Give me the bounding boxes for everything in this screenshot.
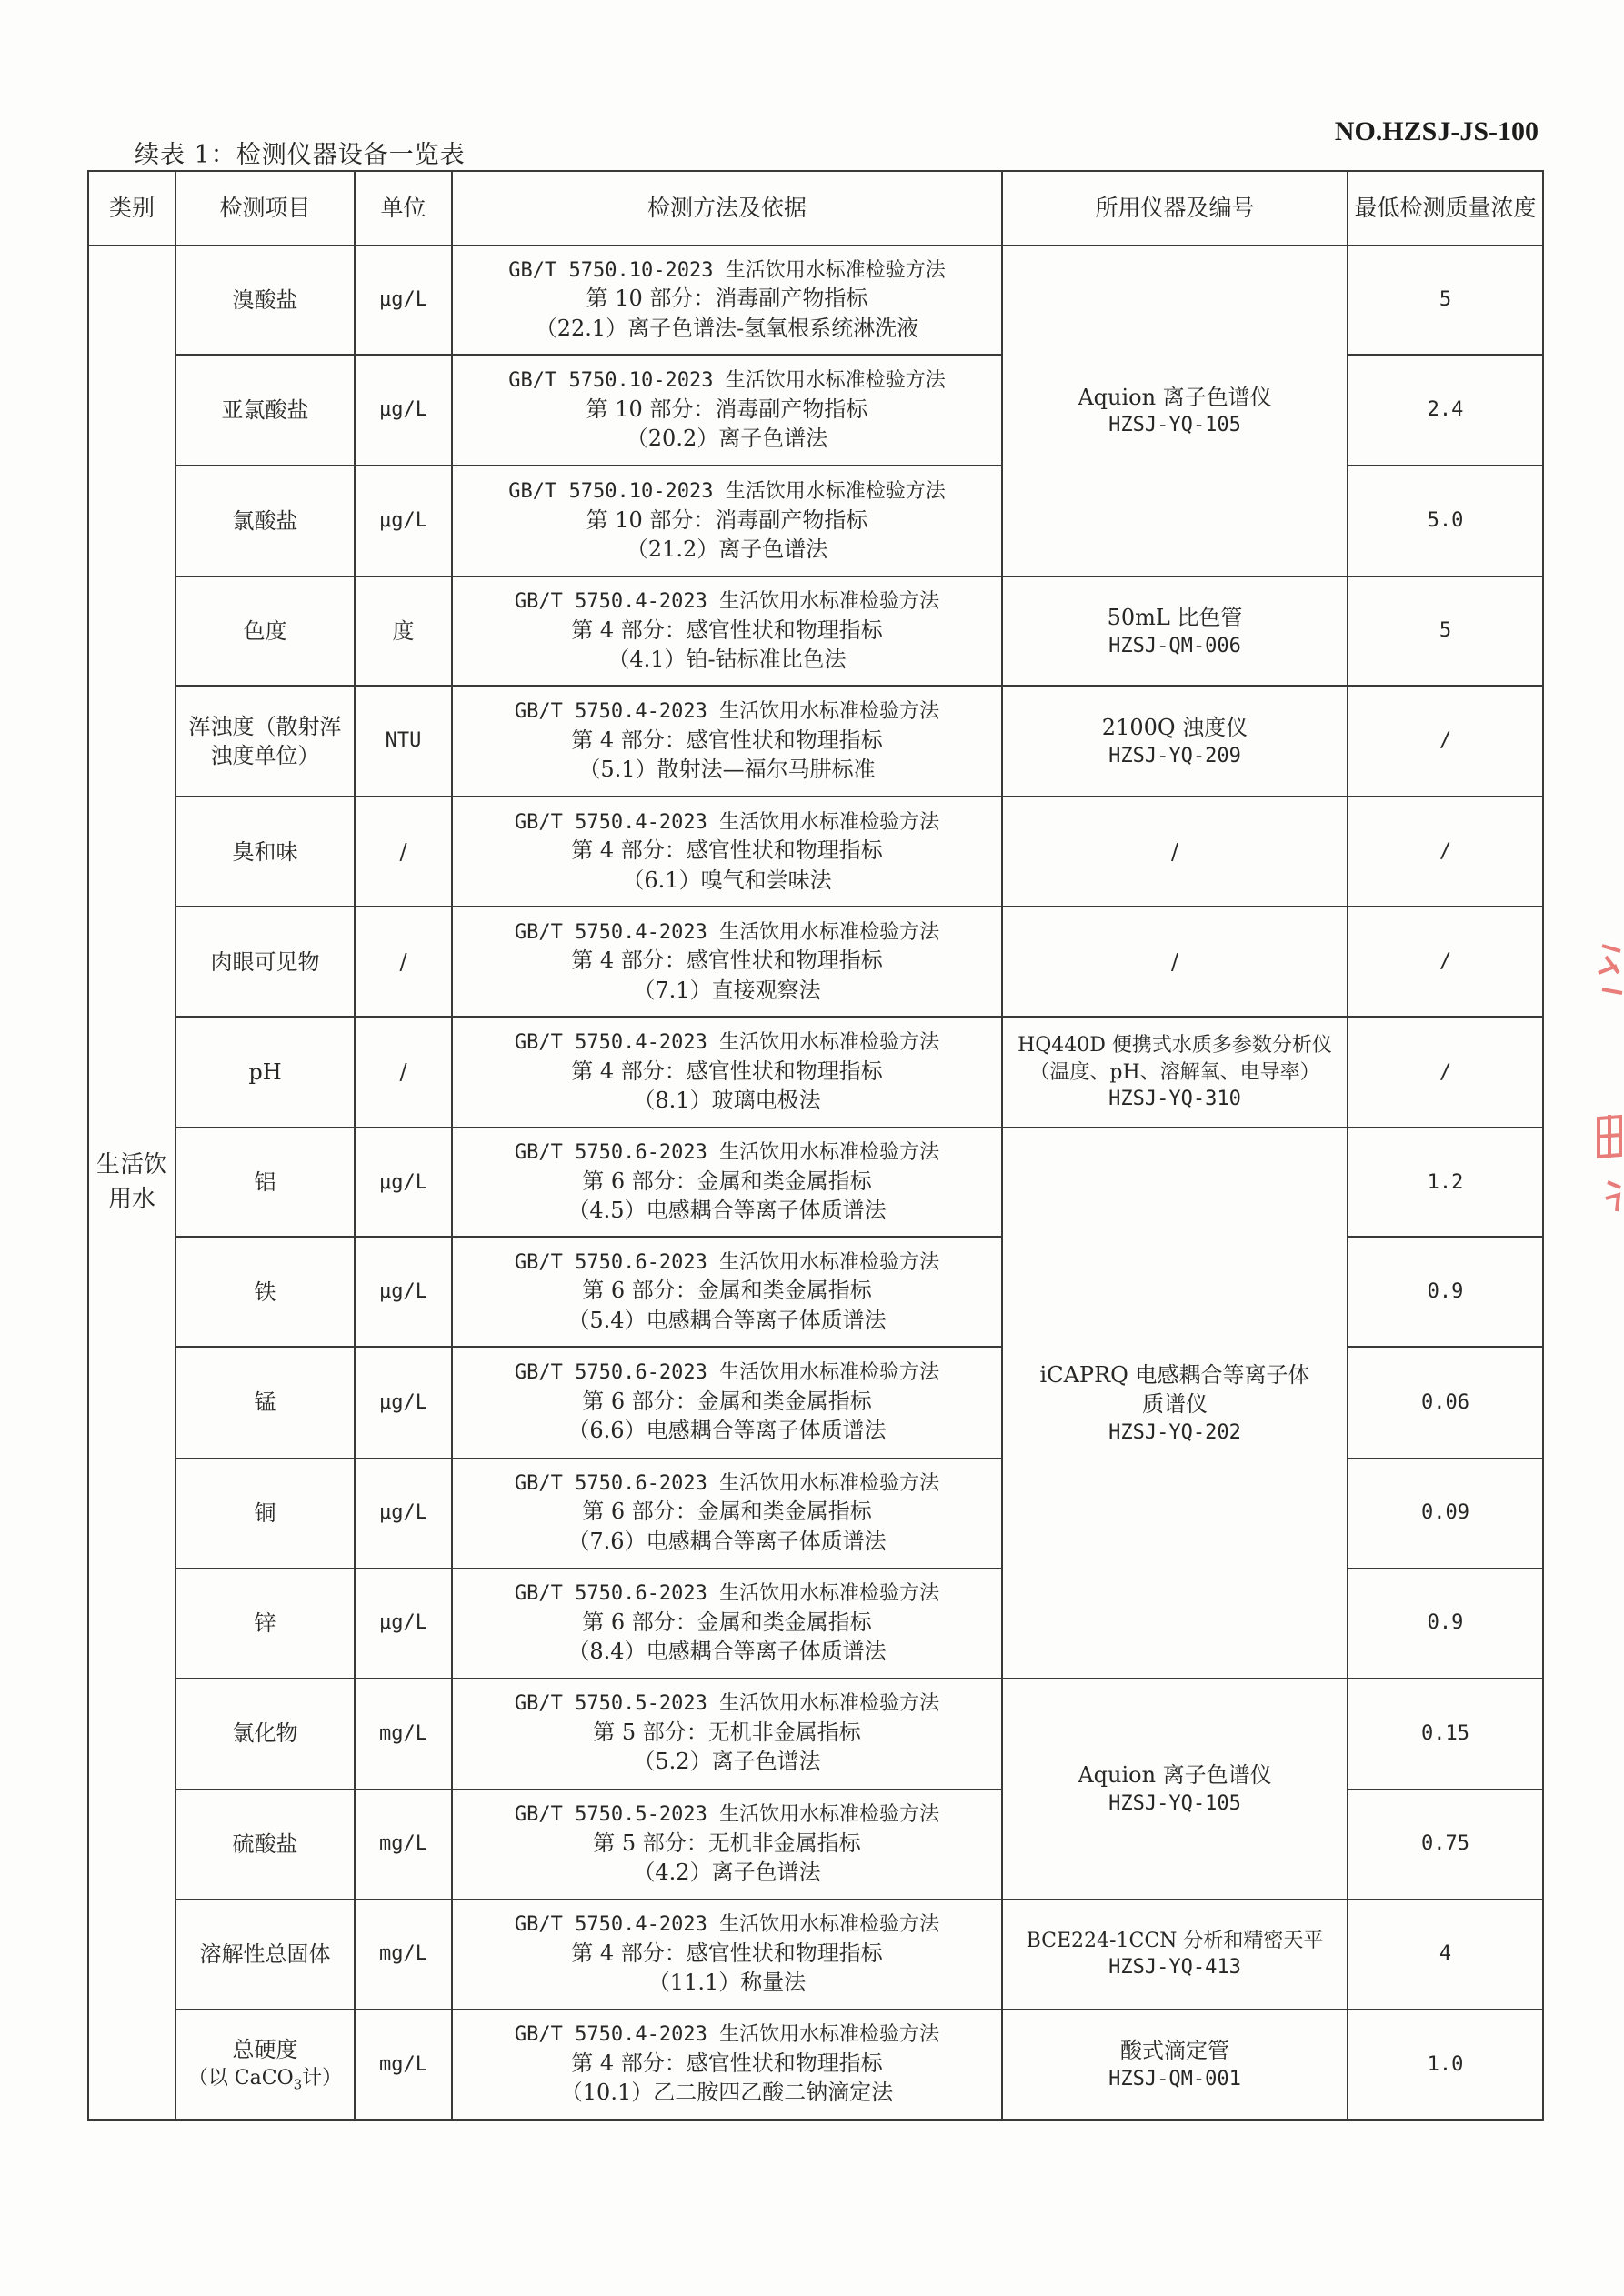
instrument-name: iCAPRQ 电感耦合等离子体 [1039, 1361, 1310, 1388]
table-row [88, 686, 1543, 797]
method-standard: GB/T 5750.10-2023 生活饮用水标准检验方法 [508, 368, 946, 392]
method-part: 第 10 部分：消毒副产物指标 [586, 506, 868, 533]
method-standard: GB/T 5750.4-2023 生活饮用水标准检验方法 [514, 1912, 940, 1936]
method-standard: GB/T 5750.4-2023 生活饮用水标准检验方法 [514, 2023, 940, 2047]
method-part: 第 6 部分：金属和类金属指标 [582, 1168, 872, 1194]
method-cell [452, 1569, 1002, 1679]
method-standard: GB/T 5750.6-2023 生活饮用水标准检验方法 [514, 1581, 940, 1605]
method-part: 第 6 部分：金属和类金属指标 [582, 1499, 872, 1525]
limit-cell: / [1348, 797, 1543, 907]
limit-cell: 1.2 [1348, 1128, 1543, 1237]
limit-cell: 4 [1348, 1900, 1543, 2010]
method-part: 第 5 部分：无机非金属指标 [593, 1719, 861, 1746]
method-clause: （22.1）离子色谱法-氢氧根系统淋洗液 [535, 315, 919, 341]
limit-cell: 0.06 [1348, 1347, 1543, 1458]
header-instrument: 所用仪器及编号 [1002, 171, 1348, 246]
method-standard: GB/T 5750.4-2023 生活饮用水标准检验方法 [514, 810, 940, 834]
unit-cell: mg/L [355, 1900, 452, 2010]
header-limit: 最低检测质量浓度 [1348, 171, 1543, 246]
method-cell [452, 1237, 1002, 1347]
method-standard: GB/T 5750.6-2023 生活饮用水标准检验方法 [514, 1141, 940, 1165]
method-cell [452, 1128, 1002, 1237]
method-part: 第 10 部分：消毒副产物指标 [586, 286, 868, 312]
item-cell: 亚氯酸盐 [175, 355, 355, 466]
method-clause: （4.5）电感耦合等离子体质谱法 [567, 1198, 887, 1224]
instrument-code: HZSJ-YQ-202 [1108, 1420, 1241, 1444]
method-clause: （11.1）称量法 [647, 1970, 807, 1996]
item-cell: 氯酸盐 [175, 466, 355, 577]
method-cell [452, 1017, 1002, 1128]
seal-fragment [1599, 946, 1622, 1211]
instrument-cell [1002, 577, 1348, 686]
unit-cell: 度 [355, 577, 452, 686]
method-clause: （6.6）电感耦合等离子体质谱法 [567, 1418, 887, 1444]
method-standard: GB/T 5750.4-2023 生活饮用水标准检验方法 [514, 1031, 940, 1055]
unit-cell: mg/L [355, 1679, 452, 1790]
method-cell [452, 2010, 1002, 2120]
table-row [88, 2010, 1543, 2120]
item-cell: 肉眼可见物 [175, 907, 355, 1017]
item-cell: pH [175, 1017, 355, 1128]
unit-cell: / [355, 907, 452, 1017]
method-part: 第 4 部分：感官性状和物理指标 [571, 947, 883, 974]
item-cell: 硫酸盐 [175, 1790, 355, 1900]
unit-cell: / [355, 797, 452, 907]
method-clause: （5.4）电感耦合等离子体质谱法 [567, 1307, 887, 1333]
method-standard: GB/T 5750.5-2023 生活饮用水标准检验方法 [514, 1692, 940, 1716]
method-part: 第 4 部分：感官性状和物理指标 [571, 837, 883, 864]
instrument-name: 50mL 比色管 [1107, 605, 1243, 631]
method-cell [452, 1900, 1002, 2010]
limit-cell: 5 [1348, 246, 1543, 355]
method-part: 第 4 部分：感官性状和物理指标 [571, 1058, 883, 1084]
limit-cell: 0.15 [1348, 1679, 1543, 1790]
header-unit: 单位 [355, 171, 452, 246]
table-row [88, 907, 1543, 1017]
method-clause: （8.1）玻璃电极法 [633, 1088, 821, 1114]
header-item: 检测项目 [175, 171, 355, 246]
unit-cell: μg/L [355, 246, 452, 355]
limit-cell: 0.09 [1348, 1459, 1543, 1569]
instrument-code: HZSJ-YQ-105 [1108, 414, 1241, 437]
instrument-cell [1002, 1017, 1348, 1128]
unit-cell: μg/L [355, 466, 452, 577]
instrument-name: 酸式滴定管 [1120, 2038, 1229, 2064]
item-cell: 臭和味 [175, 797, 355, 907]
method-standard: GB/T 5750.6-2023 生活饮用水标准检验方法 [514, 1250, 940, 1274]
instrument-cell [1002, 1128, 1348, 1678]
method-standard: GB/T 5750.4-2023 生活饮用水标准检验方法 [514, 589, 940, 613]
item-note [182, 2065, 348, 2094]
item-cell: 锌 [175, 1569, 355, 1679]
unit-cell: / [355, 1017, 452, 1128]
item-cell: 铜 [175, 1459, 355, 1569]
method-cell [452, 466, 1002, 577]
document-number: NO.HZSJ-JS-100 [1334, 116, 1539, 146]
method-standard: GB/T 5750.10-2023 生活饮用水标准检验方法 [508, 258, 946, 282]
method-clause: （4.2）离子色谱法 [633, 1860, 821, 1886]
category-cell: 生活饮用水 [88, 246, 175, 2120]
method-part: 第 6 部分：金属和类金属指标 [582, 1388, 872, 1414]
item-cell: 溶解性总固体 [175, 1900, 355, 2010]
instrument-code: HZSJ-QM-006 [1108, 634, 1241, 657]
method-part: 第 4 部分：感官性状和物理指标 [571, 727, 883, 753]
method-clause: （7.1）直接观察法 [633, 977, 821, 1003]
method-cell [452, 1679, 1002, 1790]
item-cell: 铁 [175, 1237, 355, 1347]
limit-cell: 0.9 [1348, 1569, 1543, 1679]
instrument-cell [1002, 1900, 1348, 2010]
method-clause: （4.1）铂-钴标准比色法 [607, 647, 847, 672]
item-name: 总硬度 [232, 2037, 298, 2063]
item-note-subscript: 3 [293, 2076, 303, 2093]
item-cell: 氯化物 [175, 1679, 355, 1790]
method-cell [452, 1347, 1002, 1458]
instrument-code: HZSJ-YQ-310 [1108, 1088, 1241, 1111]
instrument-cell [1002, 246, 1348, 577]
method-clause: （6.1）嗅气和尝味法 [622, 867, 832, 893]
item-cell: 溴酸盐 [175, 246, 355, 355]
method-cell [452, 577, 1002, 686]
instrument-name: Aquion 离子色谱仪 [1078, 385, 1272, 411]
limit-cell: 5 [1348, 577, 1543, 686]
limit-cell: 1.0 [1348, 2010, 1543, 2120]
instrument-code: HZSJ-YQ-105 [1108, 1791, 1241, 1815]
method-part: 第 4 部分：感官性状和物理指标 [571, 1940, 883, 1966]
limit-cell: / [1348, 686, 1543, 797]
item-cell: 浑浊度（散射浑浊度单位） [175, 686, 355, 797]
unit-cell: μg/L [355, 1128, 452, 1237]
unit-cell: μg/L [355, 1237, 452, 1347]
method-part: 第 10 部分：消毒副产物指标 [586, 396, 868, 422]
instrument-cell: / [1002, 797, 1348, 907]
limit-cell: / [1348, 907, 1543, 1017]
limit-cell: 5.0 [1348, 466, 1543, 577]
instrument-cell [1002, 686, 1348, 797]
method-standard: GB/T 5750.10-2023 生活饮用水标准检验方法 [508, 479, 946, 503]
table-row [88, 577, 1543, 686]
method-cell [452, 686, 1002, 797]
method-clause: （21.2）离子色谱法 [626, 536, 828, 562]
instrument-code: HZSJ-YQ-209 [1108, 744, 1241, 767]
item-cell: 铝 [175, 1128, 355, 1237]
table-row [88, 246, 1543, 355]
table-row [88, 1017, 1543, 1128]
unit-cell: mg/L [355, 1790, 452, 1900]
equipment-table [87, 170, 1544, 2121]
item-cell: 锰 [175, 1347, 355, 1458]
instrument-code: HZSJ-QM-001 [1108, 2067, 1241, 2090]
method-cell [452, 246, 1002, 355]
method-clause: （10.1）乙二胺四乙酸二钠滴定法 [560, 2080, 894, 2106]
method-part: 第 5 部分：无机非金属指标 [593, 1830, 861, 1856]
unit-cell: NTU [355, 686, 452, 797]
method-clause: （5.1）散射法—福尔马肼标准 [578, 757, 876, 783]
method-part: 第 6 部分：金属和类金属指标 [582, 1278, 872, 1304]
method-standard: GB/T 5750.6-2023 生活饮用水标准检验方法 [514, 1361, 940, 1385]
table-row [88, 1900, 1543, 2010]
header-row [88, 171, 1543, 246]
unit-cell: μg/L [355, 1347, 452, 1458]
unit-cell: μg/L [355, 1459, 452, 1569]
method-standard: GB/T 5750.4-2023 生活饮用水标准检验方法 [514, 699, 940, 723]
method-clause: （5.2）离子色谱法 [633, 1749, 821, 1775]
instrument-name: BCE224-1CCN 分析和精密天平 [1026, 1929, 1324, 1952]
limit-cell: / [1348, 1017, 1543, 1128]
method-standard: GB/T 5750.5-2023 生活饮用水标准检验方法 [514, 1802, 940, 1826]
limit-cell: 0.9 [1348, 1237, 1543, 1347]
instrument-name: Aquion 离子色谱仪 [1078, 1762, 1272, 1789]
limit-cell: 2.4 [1348, 355, 1543, 466]
table-row [88, 797, 1543, 907]
instrument-cell [1002, 1679, 1348, 1900]
method-standard: GB/T 5750.4-2023 生活饮用水标准检验方法 [514, 920, 940, 944]
instrument-cell: / [1002, 907, 1348, 1017]
method-part: 第 4 部分：感官性状和物理指标 [571, 2050, 883, 2076]
item-cell: 色度 [175, 577, 355, 686]
table-row [88, 1128, 1543, 1237]
item-note-pre: （以 CaCO [187, 2066, 294, 2090]
method-cell [452, 797, 1002, 907]
method-clause: （20.2）离子色谱法 [626, 425, 828, 451]
instrument-name-cont: 质谱仪 [1142, 1391, 1208, 1418]
method-part: 第 6 部分：金属和类金属指标 [582, 1609, 872, 1635]
instrument-detail: （温度、pH、溶解氧、电导率） [1029, 1060, 1320, 1084]
unit-cell: μg/L [355, 1569, 452, 1679]
limit-cell: 0.75 [1348, 1790, 1543, 1900]
method-cell [452, 355, 1002, 466]
method-part: 第 4 部分：感官性状和物理指标 [571, 617, 883, 643]
table-row [88, 1679, 1543, 1790]
table-caption: 续表 1：检测仪器设备一览表 [135, 141, 466, 169]
seal-stamp [1566, 909, 1624, 1291]
unit-cell: μg/L [355, 355, 452, 466]
method-cell [452, 907, 1002, 1017]
item-note-post: 计） [302, 2066, 343, 2090]
instrument-name: HQ440D 便携式水质多参数分析仪 [1018, 1033, 1332, 1057]
header-method: 检测方法及依据 [452, 171, 1002, 246]
instrument-code: HZSJ-YQ-413 [1108, 1956, 1241, 1980]
method-standard: GB/T 5750.6-2023 生活饮用水标准检验方法 [514, 1471, 940, 1495]
method-clause: （8.4）电感耦合等离子体质谱法 [567, 1638, 887, 1664]
instrument-cell [1002, 2010, 1348, 2120]
unit-cell: mg/L [355, 2010, 452, 2120]
header-category: 类别 [88, 171, 175, 246]
item-cell [175, 2010, 355, 2120]
method-clause: （7.6）电感耦合等离子体质谱法 [567, 1528, 887, 1554]
method-cell [452, 1459, 1002, 1569]
instrument-name: 2100Q 浊度仪 [1101, 715, 1248, 741]
method-cell [452, 1790, 1002, 1900]
